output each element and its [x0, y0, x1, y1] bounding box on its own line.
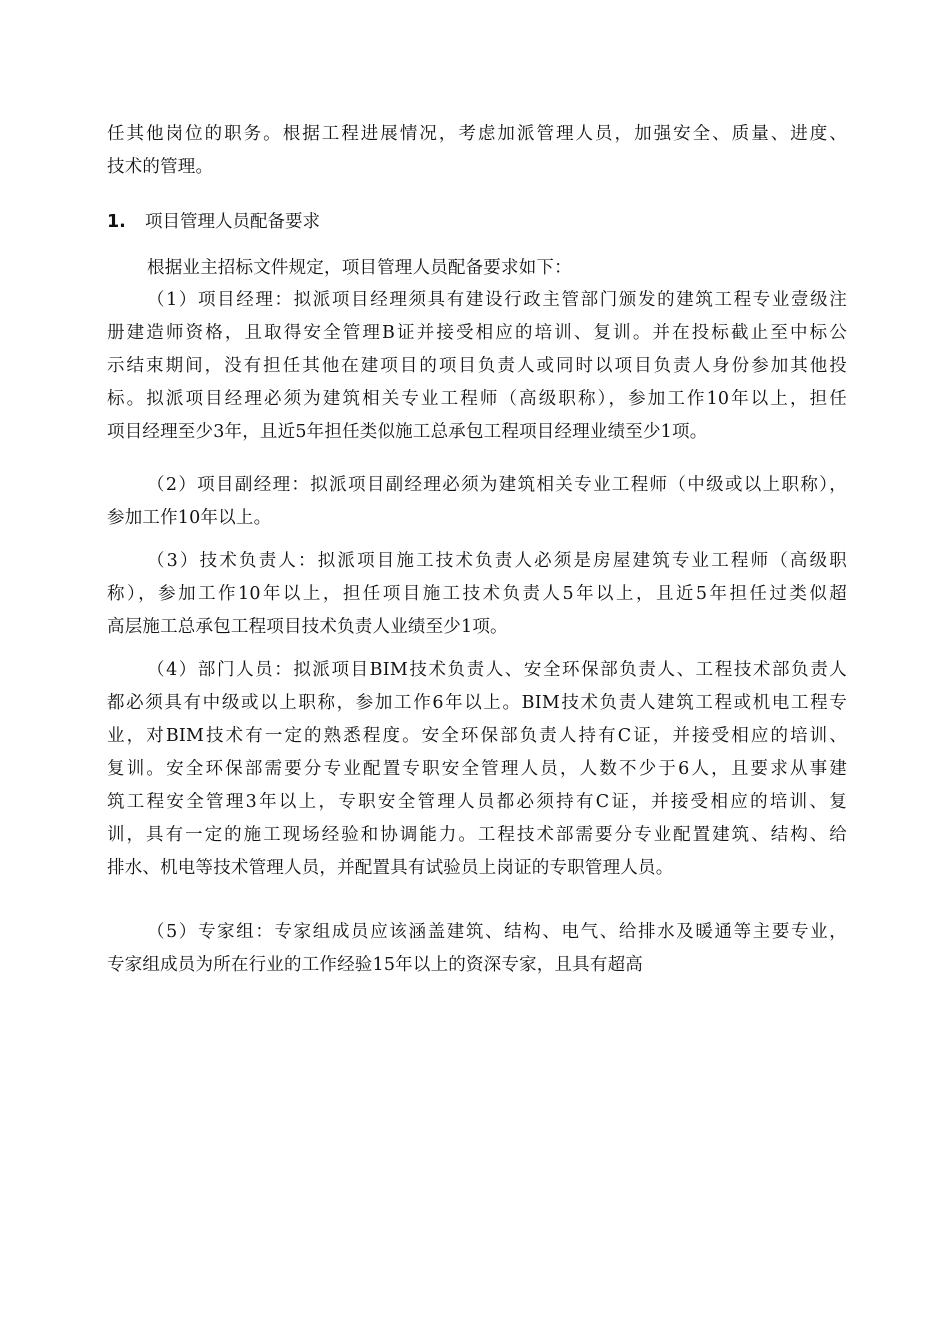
paragraph-line: 根据业主招标文件规定，项目管理人员配备要求如下：: [147, 258, 572, 278]
paragraph-line: （3）技术负责人：拟派项目施工技术负责人必须是房屋建筑专业工程师（高级职: [147, 551, 847, 571]
paragraph-line: 都必须具有中级或以上职称，参加工作6年以上。BIM技术负责人建筑工程或机电工程专: [107, 693, 847, 713]
paragraph-line: 专家组成员为所在行业的工作经验15年以上的资深专家，且具有超高: [107, 955, 643, 975]
intro-paragraph: [107, 118, 847, 184]
requirement-item-department-staff: [107, 654, 847, 885]
paragraph-line: 排水、机电等技术管理人员，并配置具有试验员上岗证的专职管理人员。: [107, 858, 674, 878]
paragraph-line: （1）项目经理：拟派项目经理须具有建设行政主管部门颁发的建筑工程专业壹级注: [147, 290, 847, 310]
paragraph-line: （4）部门人员：拟派项目BIM技术负责人、安全环保部负责人、工程技术部负责人: [147, 660, 847, 680]
paragraph-line: 示结束期间，没有担任其他在建项目的项目负责人或同时以项目负责人身份参加其他投: [107, 356, 847, 376]
paragraph-line: 高层施工总承包工程项目技术负责人业绩至少1项。: [107, 617, 508, 637]
paragraph-line: 筑工程安全管理3年以上，专职安全管理人员都必须持有C证，并接受相应的培训、复: [107, 792, 847, 812]
requirement-item-deputy-manager: [107, 469, 847, 535]
requirement-item-project-manager: [107, 284, 847, 449]
paragraph-line: 项目经理至少3年，且近5年担任类似施工总承包工程项目经理业绩至少1项。: [107, 422, 708, 442]
paragraph-line: 训，具有一定的施工现场经验和协调能力。工程技术部需要分专业配置建筑、结构、给: [107, 825, 847, 845]
paragraph-line: （5）专家组：专家组成员应该涵盖建筑、结构、电气、给排水及暖通等主要专业，: [147, 922, 847, 942]
paragraph-line: 业，对BIM技术有一定的熟悉程度。安全环保部负责人持有C证，并接受相应的培训、: [107, 726, 847, 746]
lead-paragraph: [107, 252, 847, 285]
section-heading: [107, 206, 320, 239]
section-number: 1.: [107, 212, 126, 232]
paragraph-line: 册建造师资格，且取得安全管理B证并接受相应的培训、复训。并在投标截止至中标公: [107, 323, 847, 343]
paragraph-line: 称），参加工作10年以上，担任项目施工技术负责人5年以上，且近5年担任过类似超: [107, 584, 847, 604]
paragraph-line: 标。拟派项目经理必须为建筑相关专业工程师（高级职称），参加工作10年以上，担任: [107, 389, 847, 409]
paragraph-line: （2）项目副经理：拟派项目副经理必须为建筑相关专业工程师（中级或以上职称），: [147, 475, 847, 495]
paragraph-line: 参加工作10年以上。: [107, 508, 272, 528]
paragraph-line: 任其他岗位的职务。根据工程进展情况，考虑加派管理人员，加强安全、质量、进度、: [107, 124, 847, 144]
requirement-item-expert-group: [107, 916, 847, 982]
paragraph-line: 技术的管理。: [107, 157, 214, 177]
section-title: 项目管理人员配备要求: [145, 212, 320, 232]
requirement-item-technical-lead: [107, 545, 847, 644]
paragraph-line: 复训。安全环保部需要分专业配置专职安全管理人员，人数不少于6人，且要求从事建: [107, 759, 847, 779]
